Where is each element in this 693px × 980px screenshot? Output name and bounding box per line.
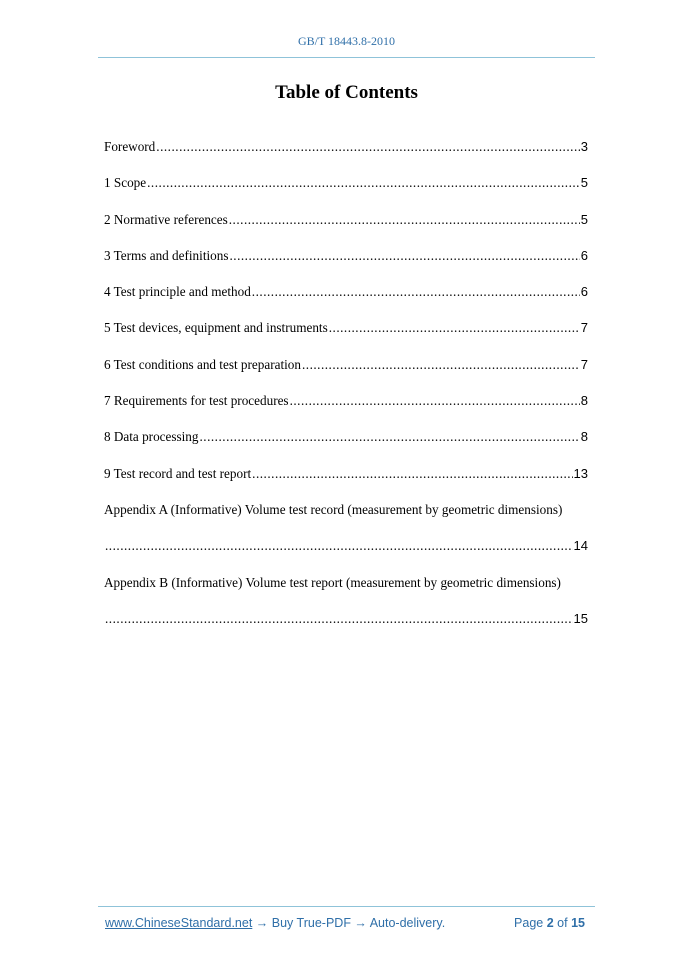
toc-label: 8 Data processing	[104, 429, 199, 445]
header-divider	[98, 57, 595, 58]
table-of-contents	[104, 137, 588, 645]
toc-label: Appendix B (Informative) Volume test report (measurement by geometric dimensions)	[104, 574, 561, 590]
toc-entry-test-devices[interactable]	[104, 318, 588, 354]
toc-entry-data-processing[interactable]	[104, 427, 588, 463]
page-title: Table of Contents	[275, 82, 418, 103]
toc-leader	[199, 427, 579, 447]
toc-entry-test-principle[interactable]	[104, 282, 588, 318]
toc-leader	[147, 173, 580, 193]
toc-leader	[252, 464, 572, 484]
toc-label: Foreword	[104, 139, 156, 154]
footer-promo: → Buy True-PDF → Auto-delivery.	[255, 916, 446, 930]
page-indicator	[514, 916, 585, 930]
toc-leader	[302, 355, 580, 375]
toc-leader	[229, 210, 580, 230]
site-link[interactable]: www.ChineseStandard.net	[105, 916, 253, 930]
toc-page-number: 5	[580, 175, 588, 191]
toc-leader	[105, 536, 573, 556]
toc-leader	[105, 609, 573, 629]
toc-page-number: 7	[580, 320, 588, 336]
toc-entry-foreword[interactable]	[104, 137, 588, 173]
toc-page-number: 3	[580, 139, 588, 154]
toc-label: 2 Normative references	[104, 211, 228, 227]
toc-page-number: 5	[580, 211, 588, 227]
toc-page-number: 15	[573, 610, 588, 626]
page-footer	[105, 916, 585, 930]
running-header: GB/T 18443.8-2010	[297, 34, 396, 48]
toc-label: 9 Test record and test report	[104, 465, 252, 481]
footer-left	[105, 916, 445, 930]
toc-entry-appendix-a[interactable]	[104, 500, 588, 536]
toc-label: Appendix A (Informative) Volume test record (measurement by geometric dimensions)	[104, 501, 563, 517]
toc-entry-test-record[interactable]	[104, 464, 588, 500]
toc-entry-terms-and-definitions[interactable]	[104, 246, 588, 282]
toc-leader	[329, 318, 580, 338]
footer-divider	[98, 906, 595, 907]
toc-entry-normative-references[interactable]	[104, 210, 588, 246]
toc-entry-test-conditions[interactable]	[104, 355, 588, 391]
toc-label: 3 Terms and definitions	[104, 247, 229, 263]
toc-label: 5 Test devices, equipment and instruments	[104, 320, 328, 336]
toc-page-number: 14	[573, 538, 588, 554]
page-of: of	[557, 916, 568, 930]
page-prefix: Page	[514, 916, 544, 930]
toc-entry-scope[interactable]	[104, 173, 588, 209]
toc-page-number: 8	[580, 429, 588, 445]
current-page-number: 2	[546, 916, 554, 930]
toc-page-number: 8	[580, 393, 588, 409]
toc-entry-appendix-b[interactable]	[104, 573, 588, 609]
total-pages: 15	[571, 916, 585, 930]
toc-page-number: 6	[580, 247, 588, 263]
toc-page-number: 7	[580, 356, 588, 372]
toc-label: 4 Test principle and method	[104, 284, 251, 300]
toc-page-number: 6	[580, 284, 588, 300]
toc-label: 7 Requirements for test procedures	[104, 393, 289, 409]
toc-label: 6 Test conditions and test preparation	[104, 356, 301, 372]
toc-leader	[156, 137, 579, 157]
toc-leader	[290, 391, 580, 411]
toc-label: 1 Scope	[104, 175, 147, 191]
toc-leader	[229, 246, 579, 266]
toc-entry-appendix-b-leader[interactable]	[104, 609, 588, 645]
toc-leader	[252, 282, 580, 302]
toc-page-number: 13	[573, 465, 588, 481]
toc-entry-appendix-a-leader[interactable]	[104, 536, 588, 572]
toc-entry-test-procedures[interactable]	[104, 391, 588, 427]
